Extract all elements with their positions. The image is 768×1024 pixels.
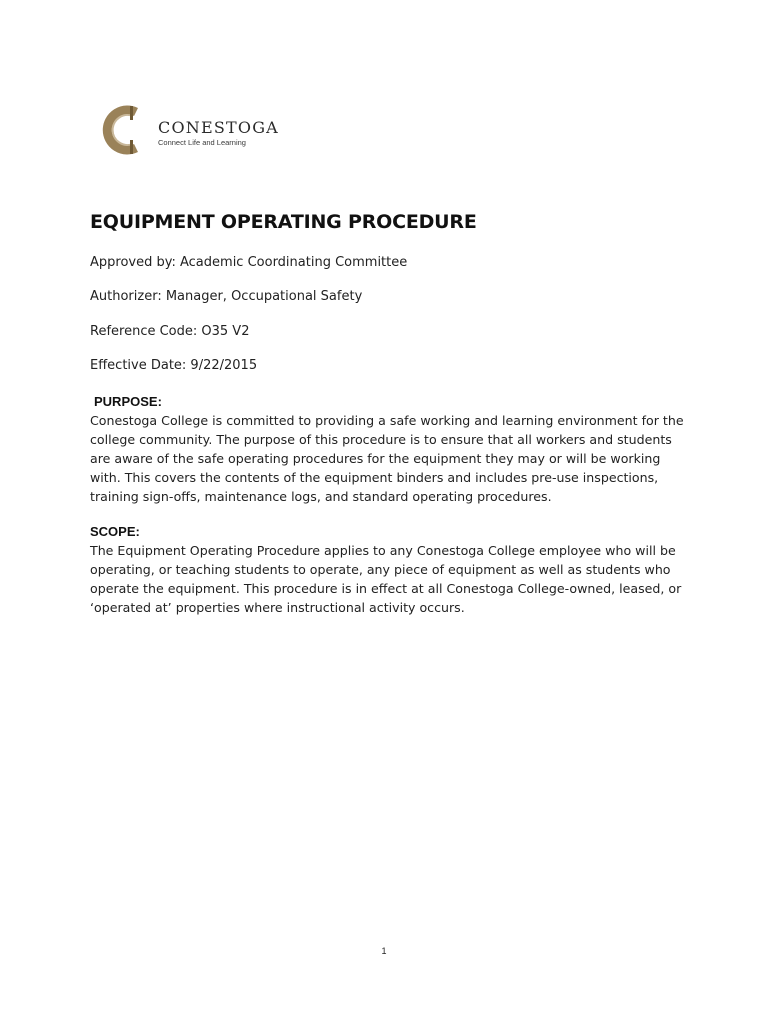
page-number: 1 xyxy=(381,946,387,956)
scope-line: operate the equipment. This procedure is in effect at all Conestoga College-owned, leased, or xyxy=(90,581,682,596)
purpose-line: Conestoga College is committed to providing a safe working and learning environment for the xyxy=(90,413,684,428)
effective-date: Effective Date: 9/22/2015 xyxy=(90,358,258,373)
conestoga-logo xyxy=(100,104,279,156)
purpose-line: with. This covers the contents of the equipment binders and includes pre-use inspections, xyxy=(90,470,659,485)
purpose-line: training sign-offs, maintenance logs, and standard operating procedures. xyxy=(90,489,552,504)
scope-heading: SCOPE: xyxy=(90,524,140,539)
logo-c-inner-highlight xyxy=(113,115,133,145)
purpose-line: are aware of the safe operating procedures for the equipment they may or will be working xyxy=(90,451,661,466)
purpose-heading: PURPOSE: xyxy=(94,394,162,409)
logo-c-serif-top xyxy=(130,106,133,120)
logo-c-serif-bottom xyxy=(130,140,133,154)
logo-tagline: Connect Life and Learning xyxy=(158,138,246,147)
purpose-body xyxy=(90,411,684,506)
authorizer: Authorizer: Manager, Occupational Safety xyxy=(90,289,363,304)
conestoga-c-logo-icon xyxy=(100,104,148,156)
purpose-line: college community. The purpose of this procedure is to ensure that all workers and students xyxy=(90,432,672,447)
scope-line: ‘operated at’ properties where instructional activity occurs. xyxy=(90,600,465,615)
scope-line: The Equipment Operating Procedure applies to any Conestoga College employee who will be xyxy=(90,543,676,558)
logo-wordmark: CONESTOGA xyxy=(158,118,279,137)
document-title: EQUIPMENT OPERATING PROCEDURE xyxy=(90,211,477,233)
approved-by: Approved by: Academic Coordinating Committee xyxy=(90,255,408,270)
scope-line: operating, or teaching students to operate, any piece of equipment as well as students who xyxy=(90,562,671,577)
scope-body xyxy=(90,541,680,617)
reference-code: Reference Code: O35 V2 xyxy=(90,324,250,339)
